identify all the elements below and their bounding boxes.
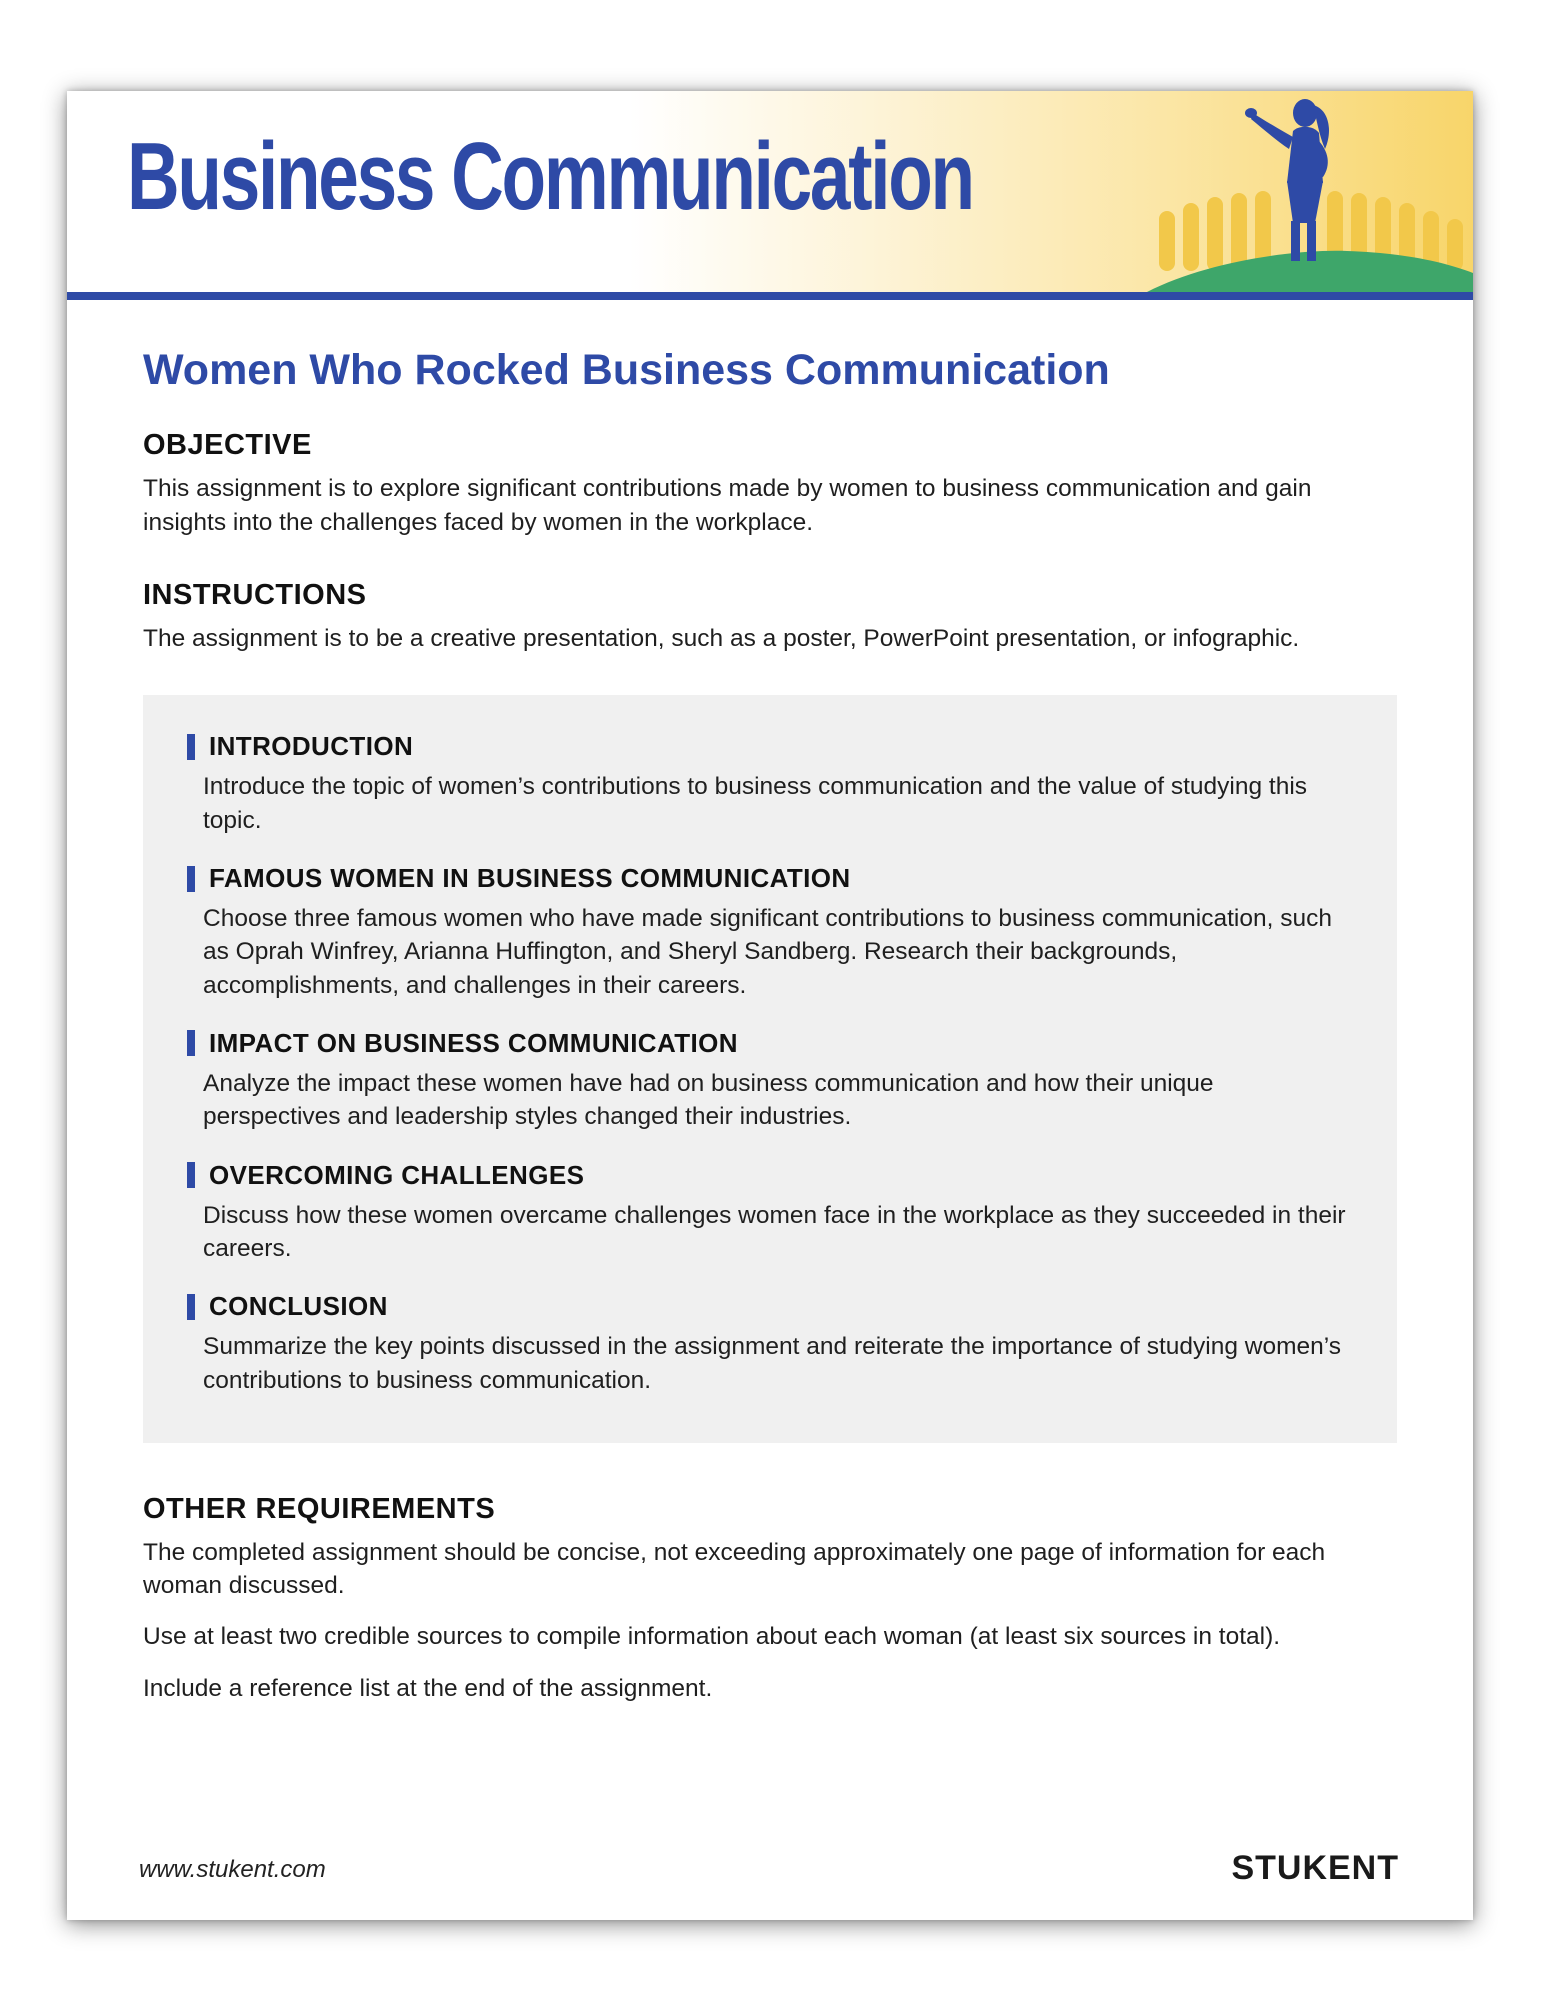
instructions-section: [143, 579, 1397, 655]
requirement-text: Use at least two credible sources to compile information about each woman (at least six sources in total).: [143, 1623, 1281, 1651]
objective-heading: OBJECTIVE: [143, 429, 312, 462]
component-heading: [187, 1028, 1357, 1059]
objective-section: [143, 429, 1397, 539]
footer-url: www.stukent.com: [139, 1856, 326, 1883]
component-heading-label: CONCLUSION: [209, 1291, 388, 1322]
instructions-text: The assignment is to be a creative presentation, such as a poster, PowerPoint presentation, or infographic.: [143, 625, 1300, 653]
instructions-heading: INSTRUCTIONS: [143, 579, 367, 612]
requirement-text: The completed assignment should be concise, not exceeding approximately one page of information for each woman discussed.: [143, 1538, 1326, 1600]
document-content: [143, 346, 1397, 1745]
other-requirements-heading: OTHER REQUIREMENTS: [143, 1492, 496, 1525]
objective-text: This assignment is to explore significant contributions made by women to business communication and gain insights into the challenges faced by women in the workplace.: [143, 475, 1312, 536]
component-heading-label: FAMOUS WOMEN IN BUSINESS COMMUNICATION: [209, 863, 851, 893]
component-item: [187, 1160, 1357, 1266]
component-heading: [187, 1291, 1357, 1322]
component-heading: [187, 731, 1357, 762]
banner-title: Business Communication: [127, 123, 973, 230]
other-requirements-section: [143, 1493, 1397, 1705]
component-heading-label: OVERCOMING CHALLENGES: [209, 1159, 585, 1190]
component-heading: [187, 863, 1357, 894]
component-text: Choose three famous women who have made significant contributions to business communication, such as Oprah Winfrey, Arianna Huffington, and Sheryl Sandberg. Research their backgrounds, accomplishments, and challenges in their careers.: [203, 905, 1332, 999]
stukent-logo: STUKENT: [1231, 1849, 1399, 1887]
component-item: [187, 731, 1357, 837]
component-heading-label: IMPACT ON BUSINESS COMMUNICATION: [209, 1027, 738, 1058]
requirement-text: Include a reference list at the end of the assignment.: [143, 1674, 713, 1702]
assignment-components-box: [143, 695, 1397, 1442]
document-page: [67, 91, 1473, 1920]
woman-statue-illustration: [1147, 91, 1473, 292]
component-item: [187, 1028, 1357, 1134]
component-text: Introduce the topic of women’s contributions to business communication and the value of studying this topic.: [203, 773, 1308, 834]
accent-bar: [187, 1030, 195, 1056]
header-banner: [67, 91, 1473, 292]
accent-bar: [187, 1162, 195, 1188]
component-item: [187, 863, 1357, 1002]
component-heading-label: INTRODUCTION: [209, 731, 414, 762]
component-heading: [187, 1160, 1357, 1191]
component-text: Discuss how these women overcame challenges women face in the workplace as they succeeded in their careers.: [203, 1201, 1346, 1262]
component-item: [187, 1291, 1357, 1397]
accent-bar: [187, 734, 195, 760]
accent-bar: [187, 866, 195, 892]
component-text: Summarize the key points discussed in the assignment and reiterate the importance of studying women’s contributions to business communication.: [203, 1333, 1342, 1394]
accent-bar: [187, 1294, 195, 1320]
document-title: Women Who Rocked Business Communication: [143, 346, 1110, 394]
component-text: Analyze the impact these women have had on business communication and how their unique perspectives and leadership styles changed their industries.: [203, 1069, 1214, 1131]
banner-divider: [67, 292, 1473, 300]
